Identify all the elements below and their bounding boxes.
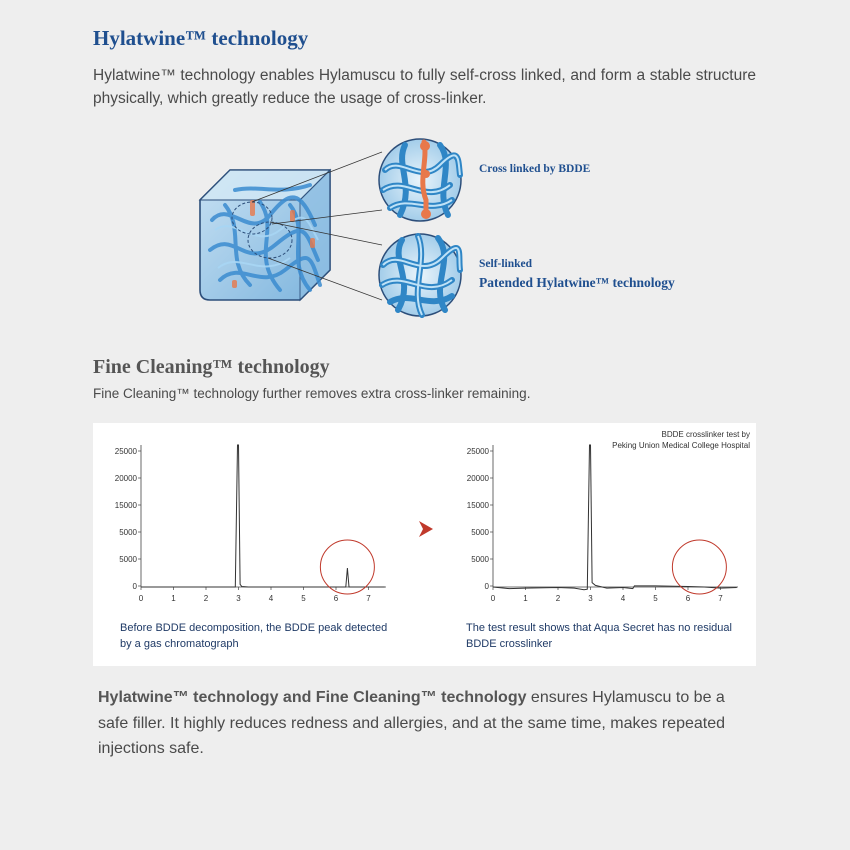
x-tick-label: 4 bbox=[268, 594, 274, 603]
y-tick-label: 15000 bbox=[466, 501, 489, 510]
x-tick-label: 5 bbox=[301, 594, 306, 603]
chart-source bbox=[612, 429, 750, 451]
selflinked-circle-icon bbox=[379, 234, 461, 316]
series-line bbox=[493, 445, 737, 590]
gel-cube-icon bbox=[200, 170, 330, 300]
x-tick-label: 3 bbox=[236, 594, 241, 603]
summary-rest: ensures Hylamuscu to be a safe filler. It highly reduces redness and allergies, and at the same time, makes repeated injections safe. bbox=[98, 689, 726, 757]
chart-2 bbox=[467, 445, 738, 603]
x-tick-label: 1 bbox=[523, 594, 528, 603]
chart2-caption: The test result shows that Aqua Secret has no residual BDDE crosslinker bbox=[466, 622, 732, 650]
x-tick-label: 1 bbox=[171, 594, 176, 603]
y-tick-label: 25000 bbox=[466, 447, 489, 456]
x-tick-label: 0 bbox=[138, 594, 144, 603]
x-tick-label: 3 bbox=[588, 594, 593, 603]
arrow-icon bbox=[419, 521, 433, 537]
x-tick-label: 2 bbox=[203, 594, 209, 603]
x-tick-label: 6 bbox=[333, 594, 339, 603]
y-tick-label: 0 bbox=[132, 582, 137, 591]
chart-source-line2: Peking Union Medical College Hospital bbox=[612, 441, 750, 450]
y-tick-label: 5000 bbox=[471, 528, 489, 537]
section1-text: Hylatwine™ technology enables Hylamuscu to fully self-cross linked, and form a stable structure physically, which greatly reduce the usage of cross-linker. bbox=[93, 67, 756, 107]
y-tick-label: 5000 bbox=[119, 555, 137, 564]
crosslinked-label: Cross linked by BDDE bbox=[479, 163, 591, 175]
crosslinked-circle-icon bbox=[379, 139, 461, 221]
y-tick-label: 20000 bbox=[114, 474, 137, 483]
summary-text bbox=[98, 685, 753, 762]
chart1-caption: Before BDDE decomposition, the BDDE peak detected by a gas chromatograph bbox=[120, 622, 388, 650]
y-tick-label: 5000 bbox=[471, 555, 489, 564]
x-tick-label: 4 bbox=[620, 594, 626, 603]
y-tick-label: 0 bbox=[484, 582, 489, 591]
section2-title: Fine Cleaning™ technology bbox=[93, 356, 330, 378]
y-tick-label: 25000 bbox=[114, 447, 137, 456]
summary-bold: Hylatwine™ technology and Fine Cleaning™ technology bbox=[98, 689, 527, 706]
chart-source-line1: BDDE crosslinker test by bbox=[661, 430, 750, 439]
x-tick-label: 2 bbox=[555, 594, 561, 603]
x-tick-label: 6 bbox=[685, 594, 691, 603]
x-tick-label: 7 bbox=[366, 594, 371, 603]
y-tick-label: 5000 bbox=[119, 528, 137, 537]
highlight-circle bbox=[672, 540, 726, 594]
section2-text: Fine Cleaning™ technology further removes extra cross-linker remaining. bbox=[93, 386, 531, 401]
y-tick-label: 20000 bbox=[466, 474, 489, 483]
highlight-circle bbox=[320, 540, 374, 594]
patented-label: Patended Hylatwine™ technology bbox=[479, 275, 675, 290]
chromatograph-panel bbox=[93, 423, 756, 666]
x-tick-label: 5 bbox=[653, 594, 658, 603]
y-tick-label: 15000 bbox=[114, 501, 137, 510]
series-line bbox=[141, 445, 385, 587]
selflinked-label: Self-linked bbox=[479, 258, 533, 270]
x-tick-label: 7 bbox=[718, 594, 723, 603]
x-tick-label: 0 bbox=[490, 594, 496, 603]
crosslink-illustration bbox=[190, 130, 750, 330]
chart-1 bbox=[115, 445, 386, 603]
section1-title: Hylatwine™ technology bbox=[93, 26, 309, 50]
